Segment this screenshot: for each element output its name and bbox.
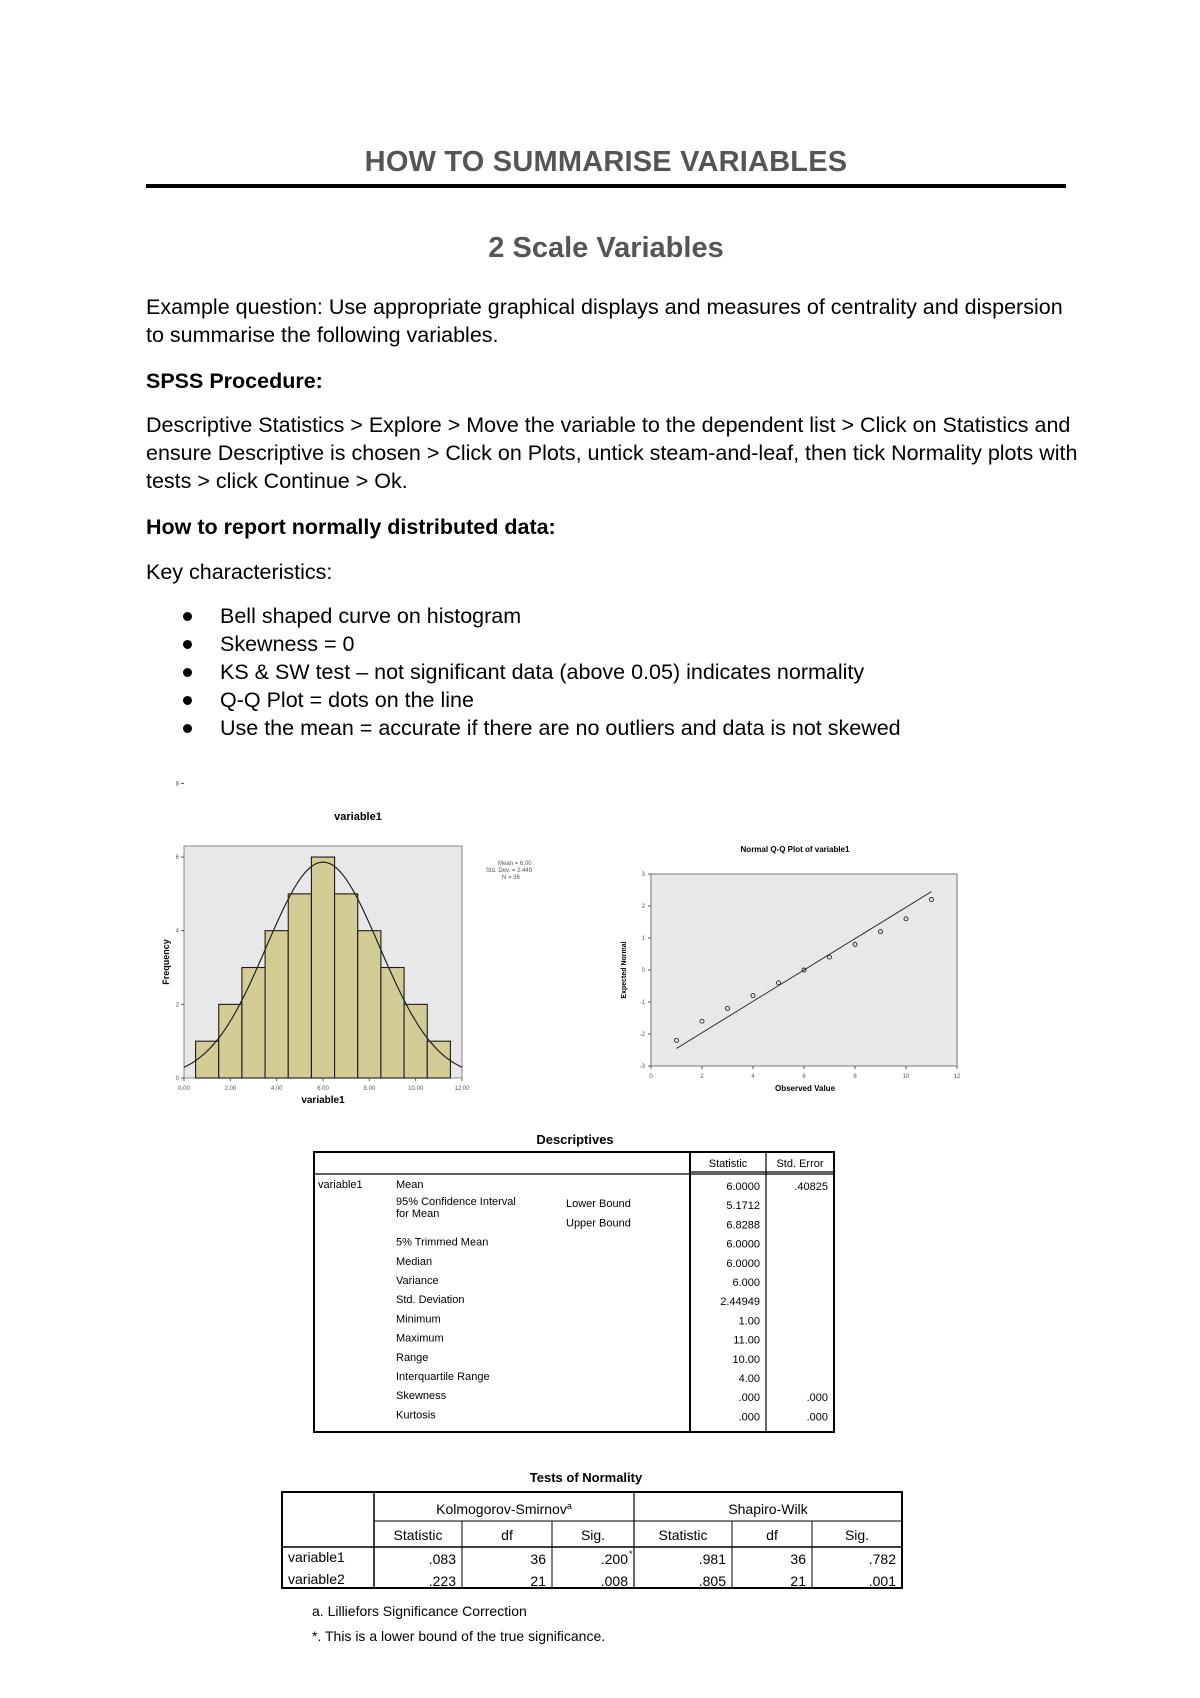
header-statistic: Statistic [708,1158,748,1170]
stat-value: 6.0000 [726,1181,760,1193]
histogram-title: variable1 [334,811,382,823]
histogram-x-label: variable1 [301,1095,345,1106]
table-cell: .083 [428,1551,456,1567]
bullet-icon [183,640,192,649]
table-border [314,1152,834,1432]
y-tick-label: 6 [175,855,179,862]
x-tick-label: 4 [751,1074,755,1080]
histogram-bar [404,1004,427,1078]
bullet-icon [183,668,192,677]
x-tick-label: 12.00 [454,1086,470,1092]
header-std-error: Std. Error [776,1158,824,1170]
table-cell: .805 [698,1573,726,1589]
stat-sublabel: Upper Bound [566,1217,631,1230]
stat-label: Variance [396,1275,439,1287]
stat-label: Range [396,1351,429,1364]
qq-y-label: Expected Normal [621,941,628,999]
list-item: KS & SW test – not significant data (above 0.05) indicates normality [146,658,1086,686]
subheader-cell: Sig. [580,1527,606,1543]
x-tick-label: 8 [853,1074,857,1080]
group-sw: Shapiro-Wilk [728,1501,808,1517]
x-tick-label: 4.00 [270,1086,283,1092]
histogram-bar [196,1041,219,1078]
legend-mean: Mean = 6.00 [498,861,532,867]
histogram-bar [219,1004,242,1078]
table-cell: 36 [790,1551,806,1567]
histogram-bar [288,894,311,1078]
descriptives-title: Descriptives [536,1132,614,1147]
section-heading: 2 Scale Variables [488,232,724,264]
stat-label: Std. Deviation [396,1294,465,1307]
table-cell: 36 [530,1551,546,1567]
table-cell: .008 [600,1573,628,1589]
stat-value: 4.00 [738,1373,760,1385]
normality-table [280,1490,906,1590]
y-tick-label: 2 [175,1002,179,1009]
y-tick-label: -2 [639,1032,645,1038]
title-rule [146,184,1066,188]
stat-label: Interquartile Range [396,1371,490,1383]
x-tick-label: 0.00 [178,1086,190,1092]
x-tick-label: 10 [902,1074,910,1080]
histogram-bar [427,1041,450,1078]
histogram-chart [150,781,590,1110]
y-tick-label: 3 [641,872,645,878]
qq-plot-title: Normal Q-Q Plot of variable1 [740,845,850,854]
stat-label: 95% Confidence Interval [396,1196,516,1209]
normality-title: Tests of Normality [529,1470,643,1485]
procedure-text: Descriptive Statistics > Explore > Move the variable to the dependent list > Click on Statistics and ensure Descriptive is chosen > Click on Plots, untick steam-and-leaf, then tick Normality plots with tests > click Continue > Ok. [146,413,1078,493]
bullet-icon [183,612,192,621]
stat-label: Minimum [396,1313,441,1326]
y-tick-label: 1 [641,936,645,942]
histogram-bar [265,931,288,1078]
histogram-bar [311,857,334,1078]
stat-value: .000 [738,1411,760,1424]
qq-plot-chart [615,840,970,1100]
stat-label: Median [396,1255,433,1268]
stat-error: .40825 [794,1181,828,1193]
significance-mark: * [629,1549,633,1559]
stat-label: 5% Trimmed Mean [396,1236,489,1249]
stat-value: 6.0000 [726,1238,760,1251]
qq-x-label: Observed Value [774,1084,836,1093]
histogram-bar [381,968,404,1078]
histogram-bar [335,894,358,1078]
y-tick-label: -3 [639,1064,645,1070]
stat-value: 6.0000 [726,1257,760,1270]
legend-std-dev: Std. Dev. = 2.449 [486,868,533,874]
stat-label-cont: for Mean [396,1208,440,1221]
list-item: Skewness = 0 [146,630,1086,658]
histogram-bar [242,968,265,1078]
table-cell: .001 [868,1573,896,1589]
subheader-cell: df [501,1527,513,1543]
y-tick-label: 8 [175,781,179,788]
y-tick-label: 2 [641,904,645,910]
table-cell: .981 [698,1551,726,1567]
row-name: variable2 [288,1571,345,1587]
list-item: Use the mean = accurate if there are no outliers and data is not skewed [146,714,1086,742]
stat-value: 10.00 [732,1353,760,1366]
table-cell: .782 [868,1551,896,1567]
subheader-cell: df [766,1527,778,1543]
bullet-icon [183,696,192,705]
row-name: variable1 [288,1549,345,1565]
list-item: Bell shaped curve on histogram [146,602,1086,630]
x-tick-label: 10.00 [408,1086,424,1092]
key-characteristics: Key characteristics: [146,560,333,584]
bullet-icon [183,724,192,733]
histogram-bar [358,931,381,1078]
variable-label: variable1 [318,1179,363,1191]
characteristics-list [146,602,1086,742]
example-question: Example question: Use appropriate graphical displays and measures of centrality and dispersion to summarise the following variables. [146,295,1063,347]
stat-value: 6.8288 [726,1219,760,1232]
stat-value: 5.1712 [726,1200,760,1213]
stat-error: .000 [806,1411,828,1424]
stat-value: 11.00 [733,1334,760,1347]
x-tick-label: 6 [802,1074,806,1080]
stat-value: .000 [738,1392,760,1405]
normal-heading: How to report normally distributed data: [146,515,556,539]
table-cell: .200 [600,1551,628,1567]
stat-label: Maximum [396,1332,444,1345]
y-tick-label: 0 [641,968,645,974]
table-cell: 21 [790,1573,806,1589]
subheader-cell: Statistic [393,1527,443,1543]
subheader-cell: Statistic [658,1527,708,1543]
descriptives-table [312,1150,838,1435]
footnote-lower-bound: *. This is a lower bound of the true significance. [312,1628,606,1644]
stat-label: Kurtosis [396,1409,436,1422]
x-tick-label: 0 [649,1074,653,1080]
x-tick-label: 2 [700,1074,704,1080]
table-cell: 21 [530,1573,546,1589]
y-tick-label: -1 [639,1000,645,1006]
stat-label: Mean [396,1179,424,1191]
stat-label: Skewness [396,1390,447,1403]
stat-error: .000 [806,1392,828,1405]
procedure-heading: SPSS Procedure: [146,369,323,393]
y-tick-label: 4 [175,928,179,935]
x-tick-label: 8.00 [363,1086,376,1092]
stat-sublabel: Lower Bound [566,1198,631,1211]
stat-value: 2.44949 [720,1296,760,1309]
x-tick-label: 2.00 [224,1086,237,1092]
stat-value: 1.00 [738,1315,760,1328]
group-ks: Kolmogorov-Smirnov$^a$ [436,1501,572,1517]
x-tick-label: 6.00 [317,1086,329,1092]
stat-value: 6.000 [732,1277,760,1289]
list-item: Q-Q Plot = dots on the line [146,686,1086,714]
y-tick-label: 0 [175,1076,179,1082]
histogram-y-label: Frequency [161,939,171,985]
x-tick-label: 12 [953,1074,961,1080]
table-cell: .223 [428,1573,456,1589]
footnote-lilliefors: a. Lilliefors Significance Correction [312,1603,527,1619]
page-title: HOW TO SUMMARISE VARIABLES [364,146,848,178]
subheader-cell: Sig. [844,1527,870,1543]
legend-n: N = 36 [502,875,520,881]
